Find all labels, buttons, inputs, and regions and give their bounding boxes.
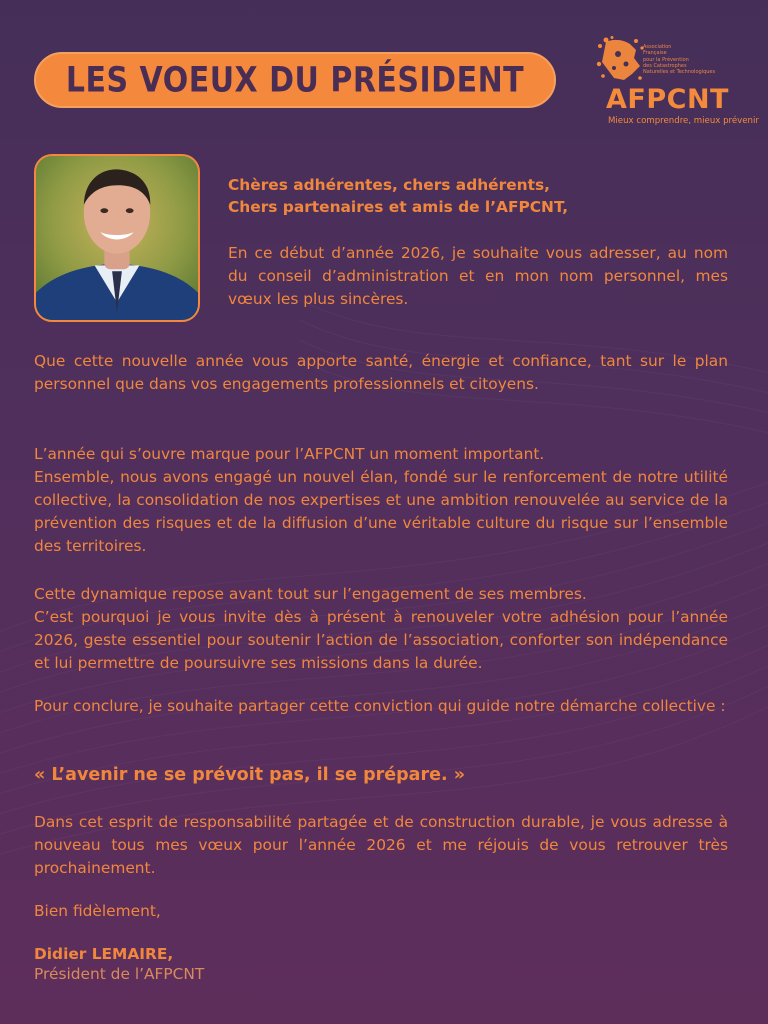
signature-name: Didier LEMAIRE, xyxy=(34,945,174,963)
letter-paragraph-2: Que cette nouvelle année vous apporte santé, énergie et confiance, tant sur le plan personnel que dans vos engagements professionnels et citoyens. xyxy=(34,352,728,393)
logo-tagline: Mieux comprendre, mieux prévenir xyxy=(608,116,759,126)
letter-paragraph-1: En ce début d’année 2026, je souhaite vous adresser, au nom du conseil d’administration et en mon nom personnel, mes vœux les plus sincères. xyxy=(228,244,728,308)
letter-greeting: Chères adhérentes, chers adhérents, Chers partenaires et amis de l’AFPCNT, xyxy=(228,176,569,216)
page-title: LES VOEUX DU PRÉSIDENT xyxy=(65,59,525,101)
logo-association-text: Association Française pour la Prévention des Catastrophes Naturelles et Technologiques xyxy=(643,44,716,76)
logo-name: AFPCNT xyxy=(606,84,729,115)
president-portrait-photo xyxy=(34,154,200,322)
signature-role: Président de l’AFPCNT xyxy=(34,965,205,983)
letter-quote: « L’avenir ne se prévoit pas, il se prépare. » xyxy=(34,765,466,785)
letter-paragraph-4: Cette dynamique repose avant tout sur l’engagement de ses membres. C’est pourquoi je vous invite dès à présent à renouveler votre adhésion pour l’année 2026, geste essentiel pour soutenir l’action de l’association, conforter son indépendance et lui permettre de poursuivre ses missions dans la durée. xyxy=(34,585,728,672)
letter-paragraph-3: L’année qui s’ouvre marque pour l’AFPCNT un moment important. Ensemble, nous avons engagé un nouvel élan, fondé sur le renforcement de notre utilité collective, la consolidation de nos expertises et une ambition renouvelée au service de la prévention des risques et de la diffusion d’une véritable culture du risque sur l’ensemble des territoires. xyxy=(34,445,728,555)
letter-closing: Bien fidèlement, xyxy=(34,902,161,920)
letter-paragraph-6: Dans cet esprit de responsabilité partagée et de construction durable, je vous adresse à nouveau tous mes vœux pour l’année 2026 et me réjouis de vous retrouver très prochainement. xyxy=(34,813,728,877)
letter-paragraph-5: Pour conclure, je souhaite partager cette conviction qui guide notre démarche collective : xyxy=(34,697,726,715)
title-banner xyxy=(34,52,556,108)
